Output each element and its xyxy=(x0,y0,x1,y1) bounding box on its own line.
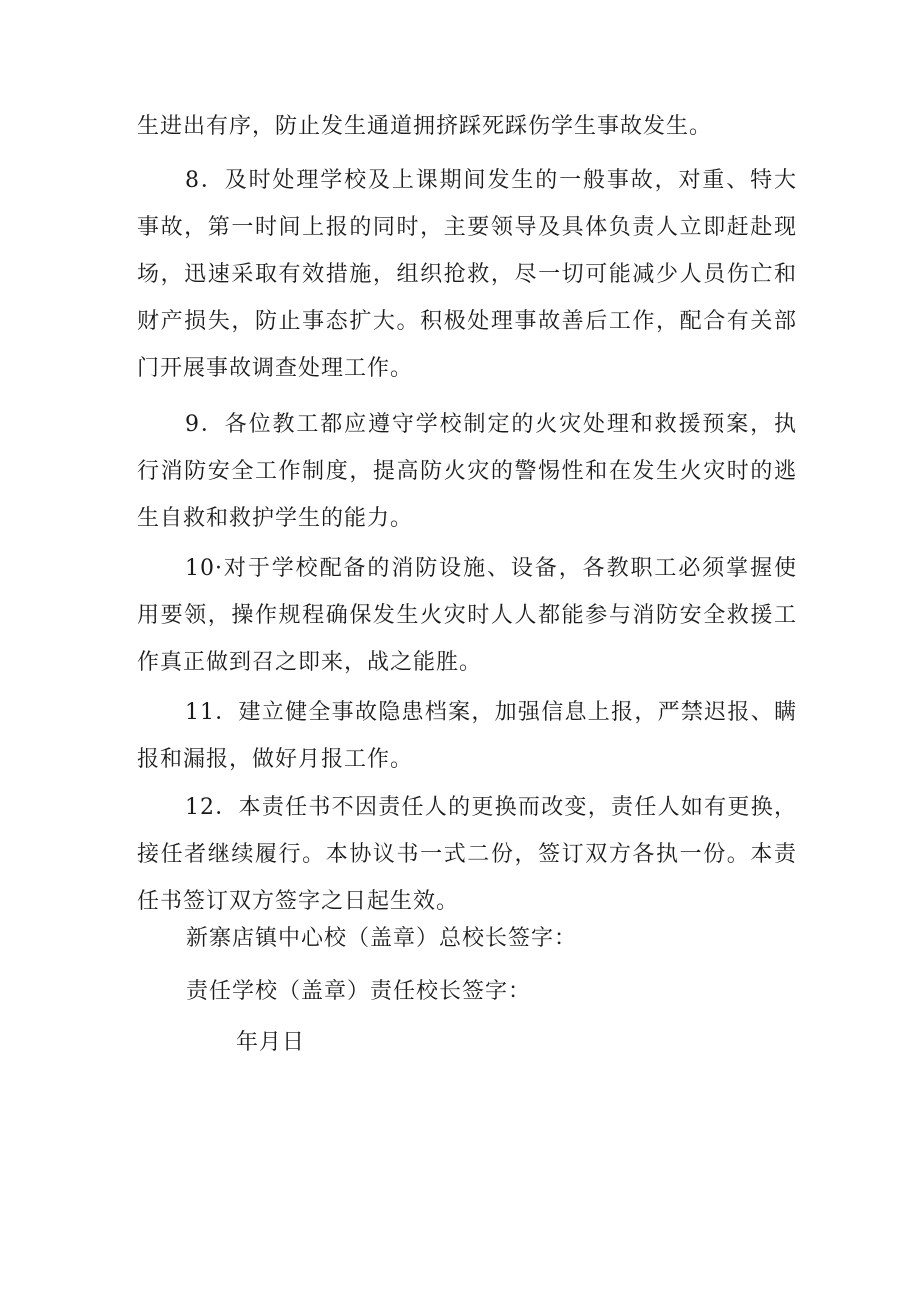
paragraph-item-11: 11．建立健全事故隐患档案，加强信息上报，严禁迟报、瞒报和漏报，做好月报工作。 xyxy=(137,700,797,772)
paragraph-item-9: 9．各位教工都应遵守学校制定的火灾处理和救援预案，执行消防安全工作制度，提高防火灾的警惕性和在发生火灾时的逃生自救和救护学生的能力。 xyxy=(137,412,797,531)
paragraph-item-12: 12．本责任书不因责任人的更换而改变，责任人如有更换，接任者继续履行。本协议书一式二份，签订双方各执一份。本责任书签订双方签字之日起生效。 xyxy=(137,795,797,914)
signature-date: 年月日 xyxy=(236,1030,306,1055)
signature-responsible-school: 责任学校（盖章）责任校长签字： xyxy=(186,979,532,1004)
paragraph-item-10: 10·对于学校配备的消防设施、设备，各教职工必须掌握使用要领，操作规程确保发生火灾时人人都能参与消防安全救援工作真正做到召之即来，战之能胜。 xyxy=(137,556,797,675)
paragraph-continuation: 生进出有序，防止发生通道拥挤踩死踩伤学生事故发生。 xyxy=(137,114,713,139)
signature-center-school: 新寨店镇中心校（盖章）总校长签字： xyxy=(186,926,578,951)
paragraph-item-8: 8．及时处理学校及上课期间发生的一般事故，对重、特大事故，第一时间上报的同时，主要领导及具体负责人立即赶赴现场，迅速采取有效措施，组织抢救，尽一切可能减少人员伤亡和财产损失，防止事态扩大。积极处理事故善后工作，配合有关部门开展事故调查处理工作。 xyxy=(137,168,797,381)
